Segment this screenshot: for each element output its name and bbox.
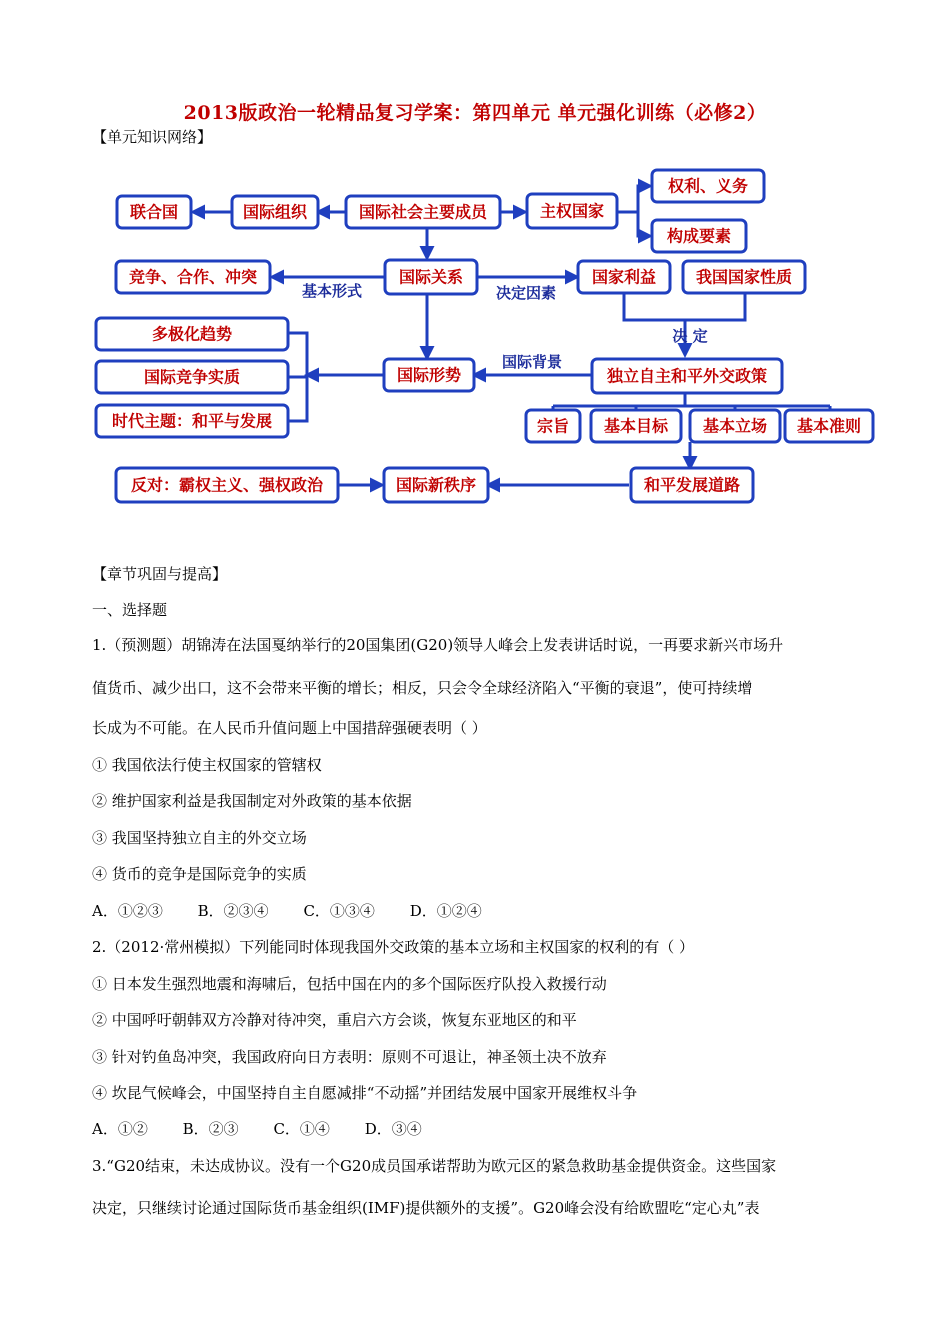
svg-text:多极化趋势: 多极化趋势: [151, 324, 233, 344]
node-zongzhi: [526, 410, 580, 442]
svg-text:反对：霸权主义、强权政治: 反对：霸权主义、强权政治: [130, 475, 324, 495]
knowledge-network-diagram: [0, 150, 950, 510]
section-chapter: 【章节巩固与提高】: [92, 565, 228, 583]
svg-text:国家利益: 国家利益: [591, 267, 657, 287]
node-zhixu: [384, 468, 488, 502]
node-zhuti: [96, 405, 288, 437]
q3-line2: 决定，只继续讨论通过国际货币基金组织(IMF)提供额外的支援”。G20峰会没有给欧盟吃“定心丸”表: [92, 1199, 760, 1217]
svg-text:国际形势: 国际形势: [396, 365, 462, 385]
node-mubiao: [591, 410, 681, 442]
node-lianheguo: [117, 196, 191, 228]
q1-line3: 长成为不可能。在人民币升值问题上中国措辞强硬表明（ ）: [92, 719, 487, 737]
q2-item-3: ③ 针对钓鱼岛冲突，我国政府向日方表明：原则不可退让，神圣领土决不放弃: [92, 1048, 607, 1066]
edge-liyi-xingzhi-join: [624, 293, 745, 320]
node-guanxi: [385, 260, 477, 294]
node-quanli: [652, 170, 764, 202]
node-zhengce: [592, 359, 782, 393]
q1-options: [92, 900, 868, 921]
section-knowledge-network: 【单元知识网络】: [92, 128, 213, 146]
svg-text:构成要素: 构成要素: [666, 226, 732, 246]
q2-options: [92, 1118, 868, 1139]
node-lichang: [690, 410, 780, 442]
node-jingzheng: [116, 261, 270, 293]
node-xingshi: [384, 359, 474, 391]
label-beijing: 国际背景: [501, 353, 563, 371]
node-shizhi: [96, 361, 288, 393]
svg-text:基本立场: 基本立场: [702, 416, 768, 436]
q1-item-2: ② 维护国家利益是我国制定对外政策的基本依据: [92, 792, 412, 810]
svg-text:国际关系: 国际关系: [398, 267, 464, 287]
node-guojizuzhi: [232, 196, 318, 228]
node-zhunze: [785, 410, 873, 442]
label-juedingding: 决 定: [672, 327, 708, 345]
node-goucheng: [652, 220, 746, 252]
q2-item-2: ② 中国呼吁朝韩双方冷静对待冲突，重启六方会谈，恢复东亚地区的和平: [92, 1011, 577, 1029]
q3-line1: 3.“G20结束，未达成协议。没有一个G20成员国承诺帮助为欧元区的紧急救助基金提供资金。这些国家: [92, 1157, 777, 1175]
q1-item-3: ③ 我国坚持独立自主的外交立场: [92, 829, 307, 847]
svg-text:基本目标: 基本目标: [603, 416, 669, 436]
svg-text:国际社会主要成员: 国际社会主要成员: [358, 202, 488, 222]
q2-option-c: C．①④: [273, 1120, 330, 1138]
svg-text:联合国: 联合国: [129, 202, 179, 222]
svg-text:我国国家性质: 我国国家性质: [695, 267, 793, 287]
node-xingzhi: [683, 261, 805, 293]
label-jibenxingshi: 基本形式: [301, 282, 363, 300]
q1-line1: 1.（预测题）胡锦涛在法国戛纳举行的20国集团(G20)领导人峰会上发表讲话时说，一再要求新兴市场升: [92, 636, 784, 654]
q1-option-d: D．①②④: [409, 902, 482, 920]
svg-text:宗旨: 宗旨: [536, 416, 570, 436]
q2-option-b: B．②③: [182, 1120, 239, 1138]
q2-line1: 2.（2012·常州模拟）下列能同时体现我国外交政策的基本立场和主权国家的权利的有（ ）: [92, 938, 695, 956]
node-liyi: [578, 261, 670, 293]
page-title: 2013版政治一轮精品复习学案：第四单元 单元强化训练（必修2）: [183, 102, 767, 124]
svg-text:国际组织: 国际组织: [242, 202, 308, 222]
q1-option-b: B．②③④: [197, 902, 269, 920]
q1-item-1: ① 我国依法行使主权国家的管辖权: [92, 756, 322, 774]
svg-text:权利、义务: 权利、义务: [667, 176, 749, 196]
edge-zhuquan-goucheng: [638, 212, 650, 236]
svg-text:基本准则: 基本准则: [796, 416, 862, 436]
svg-text:国际竞争实质: 国际竞争实质: [143, 367, 241, 387]
node-fandui: [116, 468, 338, 502]
svg-text:主权国家: 主权国家: [539, 201, 605, 221]
label-jueding: 决定因素: [495, 284, 557, 302]
node-zhuquan: [527, 194, 617, 228]
node-chengyuan: [346, 196, 500, 228]
svg-text:时代主题：和平与发展: 时代主题：和平与发展: [111, 411, 273, 431]
edge-zhuquan-quanli: [617, 186, 650, 212]
node-daolu: [631, 468, 753, 502]
section-choice: 一、选择题: [92, 601, 168, 619]
q2-option-a: A．①②: [92, 1120, 148, 1138]
svg-text:国际新秩序: 国际新秩序: [395, 475, 477, 495]
q1-option-a: A．①②③: [92, 902, 163, 920]
q1-item-4: ④ 货币的竞争是国际竞争的实质: [92, 865, 307, 883]
node-duojihua: [96, 318, 288, 350]
q2-item-1: ① 日本发生强烈地震和海啸后，包括中国在内的多个国际医疗队投入救援行动: [92, 975, 607, 993]
q2-option-d: D．③④: [364, 1120, 422, 1138]
q2-item-4: ④ 坎昆气候峰会，中国坚持自主自愿减排“不动摇”并团结发展中国家开展维权斗争: [92, 1084, 638, 1102]
svg-text:和平发展道路: 和平发展道路: [643, 475, 741, 495]
q1-option-c: C．①③④: [303, 902, 375, 920]
svg-text:竞争、合作、冲突: 竞争、合作、冲突: [128, 267, 258, 287]
q1-line2: 值货币、减少出口，这不会带来平衡的增长；相反，只会令全球经济陷入“平衡的衰退”，使可持续增: [92, 679, 753, 697]
svg-text:独立自主和平外交政策: 独立自主和平外交政策: [606, 366, 768, 386]
